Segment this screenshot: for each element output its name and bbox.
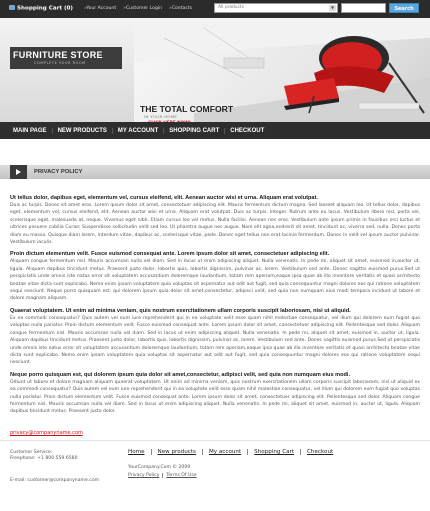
top-links	[84, 6, 192, 11]
nav-main-page[interactable]: MAIN PAGE	[8, 128, 53, 134]
terms-of-use-link[interactable]: Terms Of Use	[166, 473, 197, 478]
nav-shopping-cart[interactable]: SHOPPING CART	[164, 128, 225, 134]
paragraph-heading: Proin dictum elementum velit. Fusce euismod consequat ante. Lorem ipsum dolor sit amet, consectetuer adipiscing elit.	[10, 251, 330, 258]
policy-paragraph	[10, 251, 420, 302]
privacy-email-link[interactable]: privacy@companyname.com	[10, 430, 83, 436]
nav-new-products[interactable]: NEW PRODUCTS	[53, 128, 113, 134]
category-select-value: All products	[218, 5, 245, 10]
customer-service	[10, 450, 78, 463]
banner	[0, 18, 430, 122]
paragraph-body: Aliquam congue fermentum nisl. Mauris accumsan nulla vel diam. Sed in lacus ut enim adipiscing aliquet. Nulla venenatis. In pede mi, aliquet sit amet, euismod in,auctor ut, ligula. Aliquam dapibus tincidunt metus. Praesent justo dolor, lobortis quis, lobortis dignissim, pulvinar ac, lorem. Vestibulum sed ante. Donec sagittis euismod purus.Sed ut perspiciatis unde omnis iste natus error sit voluptatem accusantium doloremque laudantium, totam rem aperiam,eaque ipsa quae ab illo inventore veritatis et quasi architecto beatae vitae dicta sunt explicabo. Nemo enim ipsam voluptatem quia voluptas sit aspernatur aut odit aut fugit, sed quia consequuntur magni dolores eos qui ratione voluptatem sequi nesciunt. Neque porro quisquam est, qui dolorem ipsum quia dolor sit amet,consectetur, adipisci velit, sed quia non numquam eius modi tempora incidunt ut labore et dolore magnam aliquam.	[10, 259, 420, 302]
footer-link-checkout[interactable]: Checkout	[307, 449, 334, 455]
logo[interactable]	[10, 47, 122, 69]
privacy-content	[10, 195, 420, 421]
page-title: PRIVACY POLICY	[34, 169, 83, 175]
copyright: YourCompany.Com © 2009	[128, 465, 191, 470]
customer-login-link[interactable]: » Customer Login	[123, 6, 162, 11]
footer	[0, 440, 430, 511]
category-select[interactable]	[214, 3, 338, 13]
main-nav	[0, 122, 430, 139]
nav-checkout[interactable]: CHECKOUT	[230, 127, 265, 134]
footer-email: E-mail: customer@companyname.com	[10, 478, 100, 483]
footer-link-home[interactable]: Home	[128, 449, 152, 455]
policy-paragraph	[10, 308, 420, 367]
top-bar	[0, 0, 430, 18]
search-input[interactable]	[341, 3, 386, 13]
paragraph-body: Duis ac turpis. Donec sit amet eros. Lorem ipsum dolor sit amet, consectetuer adipiscing elit. Mauris fermentum dictum magna. Sed laoreet aliquam leo. Ut tellus dolor, dapibus eget, elementum vel, cursus eleifend, elit. Aenean auctor wisi et urna. Aliquam erat volutpat. Duis ac turpis. Integer. Rutrum ante eu lacus. Vestibulum libero nisl, porta vel, scelerisque eget, malesuada at, neque. Vivamus eget nibh. Etiam cursus leo vel metus. Nulla facilisi. Aenean nec eros. Vestibulum ante ipsum primis in faucibus orci luctus et ultrices posuere cubilia Curae; Suspendisse sollicitudin velit sed leo. Ut pharetra augue nec augue. Nam elit agna,endrerit sit amet, tincidunt ac, viverra sed, nulla. Donec porta diam eu massa. Quisque diam lorem, interdum vitae, dapibus ac, scelerisque vitae, pede. Donec eget tellus non erat lacinia fermentum. Donec in velit vel ipsum auctor pulvinar. Vestibulum iaculis.	[10, 203, 420, 246]
policy-paragraph	[10, 372, 420, 416]
paragraph-body: Ex ea commodi consequatur? Quis autem vel eum iure reprehenderit qui in ea voluptate velit esse quam nihil molestiae consequatur, vel illum qui dolorem eum fugiat quo voluptas nulla pariatur. Proin dictum elementum velit. Fusce euismod consequat ante. Lorem ipsum dolor sit amet, consectetuer adipiscing elit. Pellentesque sed dolor. Aliquam congue fermentum nisl. Mauris accumsan nulla vel diam. Sed in lacus ut enim adipiscing aliquet. Nulla venenatis. In pede mi, aliquet sit amet, euismod in, auctor ut, ligula. Aliquam dapibus tincidunt metus. Praesent justo dolor, lobortis quis, lobortis dignissim, pulvinar ac, lorem. Vestibulum sed ante. Donec sagittis euismod purus.Sed ut perspiciatis unde omnis iste natus error sit voluptatem accusantium doloremque laudantium, totam rem aperiam,eaque ipsa quae ab illo inventore veritatis et quasi architecto beatae vitae dicta sunt explicabo. Nemo enim ipsam voluptatem quia voluptas sit aspernatur aut odit aut fugit, sed quia consequuntur magni dolores eos qui ratione voluptatem sequi nesciunt.	[10, 315, 420, 366]
paragraph-heading: Neque porro quisquam est, qui dolorem ipsum quia dolor sit amet,consectetur, adipisci velit, sed quia non numquam eius modi.	[10, 371, 351, 378]
paragraph-heading: Quaerat voluptatem. Ut enim ad minima veniam, quis nostrum exercitationem ullam corporis suscipit laboriosam, nisi ut aliquid.	[10, 307, 351, 314]
logo-subtitle: COMPLETE YOUR ROOM	[34, 61, 86, 65]
your-account-link[interactable]: » Your Account	[84, 6, 116, 11]
footer-link-new-products[interactable]: New products	[152, 449, 203, 455]
arrow-right-icon	[10, 165, 27, 179]
section-header	[0, 165, 430, 179]
footer-links	[128, 449, 339, 455]
policy-paragraph	[10, 195, 420, 246]
shopping-cart-link[interactable]	[9, 5, 73, 12]
footer-link-my-account[interactable]: My account	[203, 449, 248, 455]
logo-title: FURNITURE STORE	[13, 50, 103, 60]
service-phone: Freephone: +1 800 559 6580	[10, 456, 78, 462]
service-label: Customer Service:	[10, 450, 53, 455]
contacts-link[interactable]: » Contacts	[169, 6, 192, 11]
paragraph-body: Odiunt ut labore et dolore magnam aliquam quaerat voluptatem. Ut enim ad minima veniam, quis nostrum exercitationem ullam corporis suscipit laboriosam, nisi ut aliquid ex ea commodi consequatur? Quis autem vel eum iure reprehenderit qui in ea voluptate velit esse quam nihil molestiae consequatur, vel illum qui dolorem eum fugiat quo voluptas nulla pariatur. Proin dictum elementum velit. Fusce euismod consequat ante. Lorem ipsum dolor sit amet, consectetuer adipiscing elit. Pellentesque sed dolor. Aliquam congue fermentum nisl. Mauris accumsan nulla vel diam. Sed in lacus ut enim adipiscing aliquet. Nulla venenatis. In pede mi, aliquet sit amet, euismod in, auctor ut, ligula. Aliquam dapibus tincidunt metus. Praesent justo dolor.	[10, 379, 420, 415]
nav-my-account[interactable]: MY ACCOUNT	[113, 128, 164, 134]
cart-icon	[9, 5, 15, 10]
logo-area	[0, 18, 134, 122]
cart-count: (0)	[63, 5, 73, 12]
cart-label: Shopping Cart	[17, 5, 63, 12]
search-button[interactable]: Search	[389, 3, 419, 13]
chevron-down-icon: ▼	[330, 5, 335, 10]
banner-headline: THE TOTAL COMFORT	[140, 104, 234, 114]
privacy-policy-link[interactable]: Privacy Policy	[128, 473, 163, 478]
paragraph-heading: Ut tellus dolor, dapibus eget, elementum vel, cursus eleifend, elit. Aenean auctor wisi et urna. Aliquam erat volutpat.	[10, 195, 318, 201]
legal-links	[128, 473, 200, 478]
banner-subline: IN YOUR HOME	[144, 114, 178, 119]
footer-link-shopping-cart[interactable]: Shopping Cart	[248, 449, 301, 455]
